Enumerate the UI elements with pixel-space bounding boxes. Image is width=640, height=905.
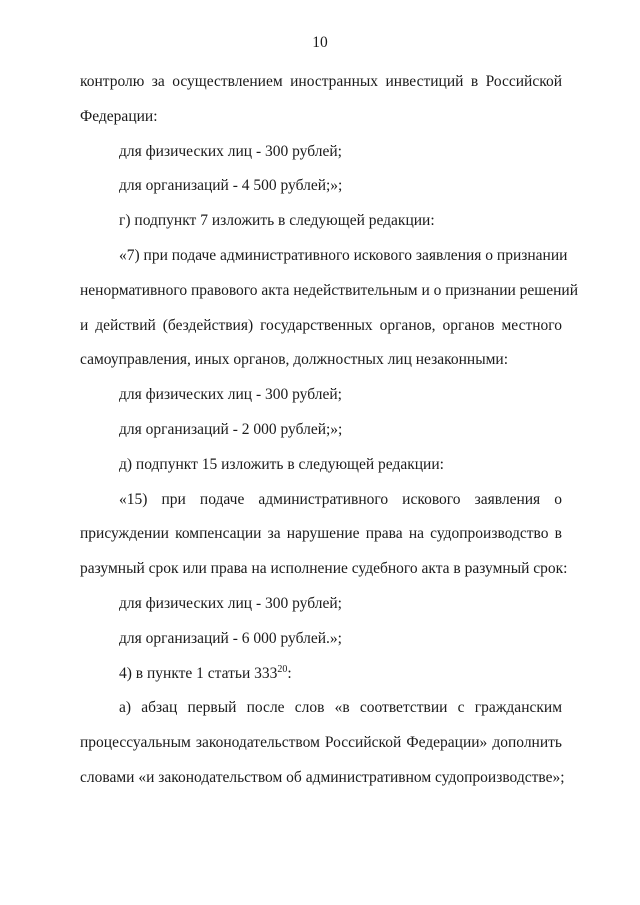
text-line: для физических лиц - 300 рублей; [119, 386, 342, 404]
article-superscript: 20 [277, 663, 288, 675]
text-line: процессуальным законодательством Российской Федерации» дополнить [80, 734, 562, 752]
article-text: 4) в пункте 1 статьи 333 [119, 664, 278, 682]
text-line: для организаций - 2 000 рублей;»; [119, 420, 343, 438]
text-line: Федерации: [80, 107, 158, 125]
text-line: для физических лиц - 300 рублей; [119, 142, 342, 160]
page-number: 10 [312, 34, 328, 51]
text-line: присуждении компенсации за нарушение права на судопроизводство в [80, 525, 562, 543]
text-line: «15) при подаче административного искового заявления о [119, 490, 562, 508]
document-body [80, 70, 578, 801]
text-line: разумный срок или права на исполнение судебного акта в разумный срок: [80, 560, 568, 578]
text-line: для организаций - 4 500 рублей;»; [119, 177, 343, 195]
text-line: ненормативного правового акта недействительным и о признании решений [80, 281, 578, 299]
article-suffix: : [287, 664, 292, 682]
text-line: самоуправления, иных органов, должностных лиц незаконными: [80, 351, 509, 369]
text-line: и действий (бездействия) государственных органов, органов местного [80, 316, 562, 334]
text-line: для организаций - 6 000 рублей.»; [119, 629, 342, 647]
text-line-article [80, 662, 562, 697]
text-line: словами «и законодательством об административном судопроизводстве»; [80, 768, 565, 786]
text-line: контролю за осуществлением иностранных инвестиций в Российской [80, 73, 562, 90]
text-line: а) абзац первый после слов «в соответствии с гражданским [119, 699, 562, 717]
text-line: для физических лиц - 300 рублей; [119, 594, 342, 612]
text-line: г) подпункт 7 изложить в следующей редакции: [119, 212, 435, 230]
text-line: д) подпункт 15 изложить в следующей редакции: [119, 455, 444, 473]
text-line: «7) при подаче административного искового заявления о признании [119, 246, 568, 264]
